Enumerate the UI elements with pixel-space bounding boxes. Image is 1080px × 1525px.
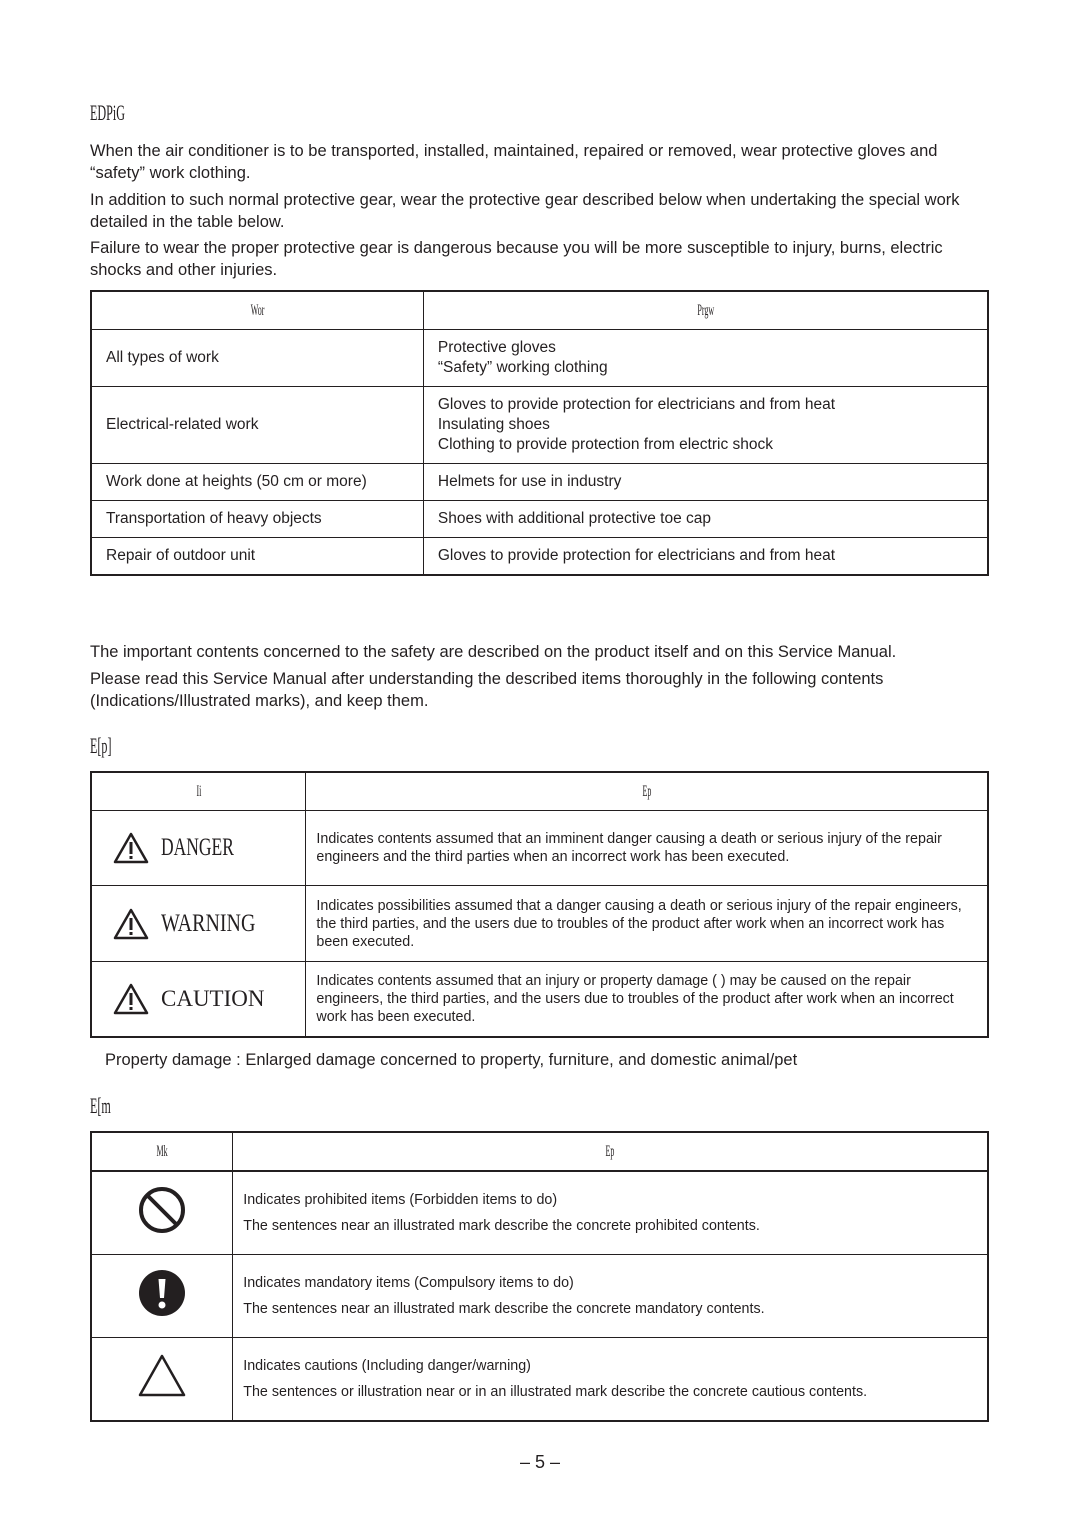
- table-row: [91, 501, 988, 538]
- signal-word-cell: [91, 811, 306, 886]
- mark-explanation-cell: Indicates cautions (Including danger/warning) The sentences or illustration near or in an illustrated mark describe the concrete cautious contents.: [233, 1337, 988, 1421]
- table-row: [91, 330, 988, 387]
- caution-label: CAUTION: [161, 985, 265, 1011]
- page-number: – 5 –: [519, 1452, 561, 1472]
- mandatory-icon: [137, 1268, 187, 1318]
- indications-heading: E[p]: [90, 733, 112, 758]
- table-header-row: [91, 291, 988, 330]
- work-type-cell: Transportation of heavy objects: [91, 501, 423, 538]
- illustrated-marks-table: [90, 1131, 989, 1422]
- work-type-cell: Repair of outdoor unit: [91, 538, 423, 575]
- column-header-explanation: Ep: [233, 1132, 988, 1171]
- table-row: [91, 1171, 988, 1254]
- table-row: [91, 1254, 988, 1337]
- table-row: [91, 1337, 988, 1421]
- caution-triangle-icon: [137, 1353, 187, 1399]
- warning-triangle-icon: [113, 983, 149, 1015]
- mark-explanation-cell: Indicates mandatory items (Compulsory items to do) The sentences near an illustrated mark describe the concrete mandatory contents.: [233, 1254, 988, 1337]
- warning-label: WARNING: [161, 909, 256, 937]
- gear-cell: Gloves to provide protection for electricians and from heat Insulating shoes Clothing to provide protection from electric shock: [423, 387, 988, 464]
- table-header-row: [91, 1132, 988, 1171]
- mark-cell: [91, 1254, 233, 1337]
- explanation-cell: Indicates contents assumed that an imminent danger causing a death or serious injury of the repair engineers and the third parties when an incorrect work has been executed.: [306, 811, 988, 886]
- intro-paragraph: In addition to such normal protective gear, wear the protective gear described below when undertaking the special work detailed in the table below.: [90, 191, 960, 231]
- danger-label: DANGER: [161, 834, 234, 861]
- table-header-row: [91, 772, 988, 811]
- warning-triangle-icon: [113, 832, 149, 864]
- table-row: [91, 811, 988, 886]
- work-type-cell: All types of work: [91, 330, 423, 387]
- column-header-explanation: Ep: [306, 772, 988, 811]
- property-damage-note: Property damage : Enlarged damage concerned to property, furniture, and domestic animal/pet: [105, 1051, 798, 1069]
- column-header-work: Wor: [91, 291, 423, 330]
- mark-cell: [91, 1171, 233, 1254]
- column-header-mark: Mk: [91, 1132, 233, 1171]
- column-header-indication: Ii: [91, 772, 306, 811]
- table-row: [91, 387, 988, 464]
- table-row: [91, 538, 988, 575]
- work-type-cell: Electrical-related work: [91, 387, 423, 464]
- mark-explanation-cell: Indicates prohibited items (Forbidden items to do) The sentences near an illustrated mark describe the concrete prohibited contents.: [233, 1171, 988, 1254]
- table-row: [91, 962, 988, 1037]
- table-row: [91, 886, 988, 962]
- section-heading: EDPiG: [90, 100, 125, 125]
- gear-cell: Shoes with additional protective toe cap: [423, 501, 988, 538]
- explanation-cell: Indicates possibilities assumed that a danger causing a death or serious injury of the repair engineers, the third parties, and the users due to troubles of the product after work when an incorrect work has been executed.: [306, 886, 988, 962]
- protective-gear-table: [90, 290, 989, 576]
- signal-word-cell: [91, 962, 306, 1037]
- work-type-cell: Work done at heights (50 cm or more): [91, 464, 423, 501]
- mark-cell: [91, 1337, 233, 1421]
- warning-triangle-icon: [113, 908, 149, 940]
- gear-cell: Gloves to provide protection for electricians and from heat: [423, 538, 988, 575]
- explanation-cell: Indicates contents assumed that an injury or property damage ( ) may be caused on the repair engineers, the third parties, and the users due to troubles of the product after work when an incorrect work has been executed.: [306, 962, 988, 1037]
- table-row: [91, 464, 988, 501]
- intro-paragraph: Failure to wear the proper protective gear is dangerous because you will be more susceptible to injury, burns, electric shocks and other injuries.: [90, 239, 943, 279]
- indications-table: [90, 771, 989, 1038]
- signal-word-cell: [91, 886, 306, 962]
- column-header-gear: Prgw: [423, 291, 988, 330]
- gear-cell: Protective gloves “Safety” working clothing: [423, 330, 988, 387]
- safety-paragraph: The important contents concerned to the safety are described on the product itself and on this Service Manual.: [90, 643, 897, 661]
- safety-paragraph: Please read this Service Manual after understanding the described items thoroughly in the following contents (Indications/Illustrated marks), and keep them.: [90, 670, 884, 710]
- illustrated-marks-heading: E[m: [90, 1093, 111, 1118]
- prohibited-icon: [137, 1185, 187, 1235]
- intro-paragraph: When the air conditioner is to be transported, installed, maintained, repaired or removed, wear protective gloves and “safety” work clothing.: [90, 142, 938, 182]
- gear-cell: Helmets for use in industry: [423, 464, 988, 501]
